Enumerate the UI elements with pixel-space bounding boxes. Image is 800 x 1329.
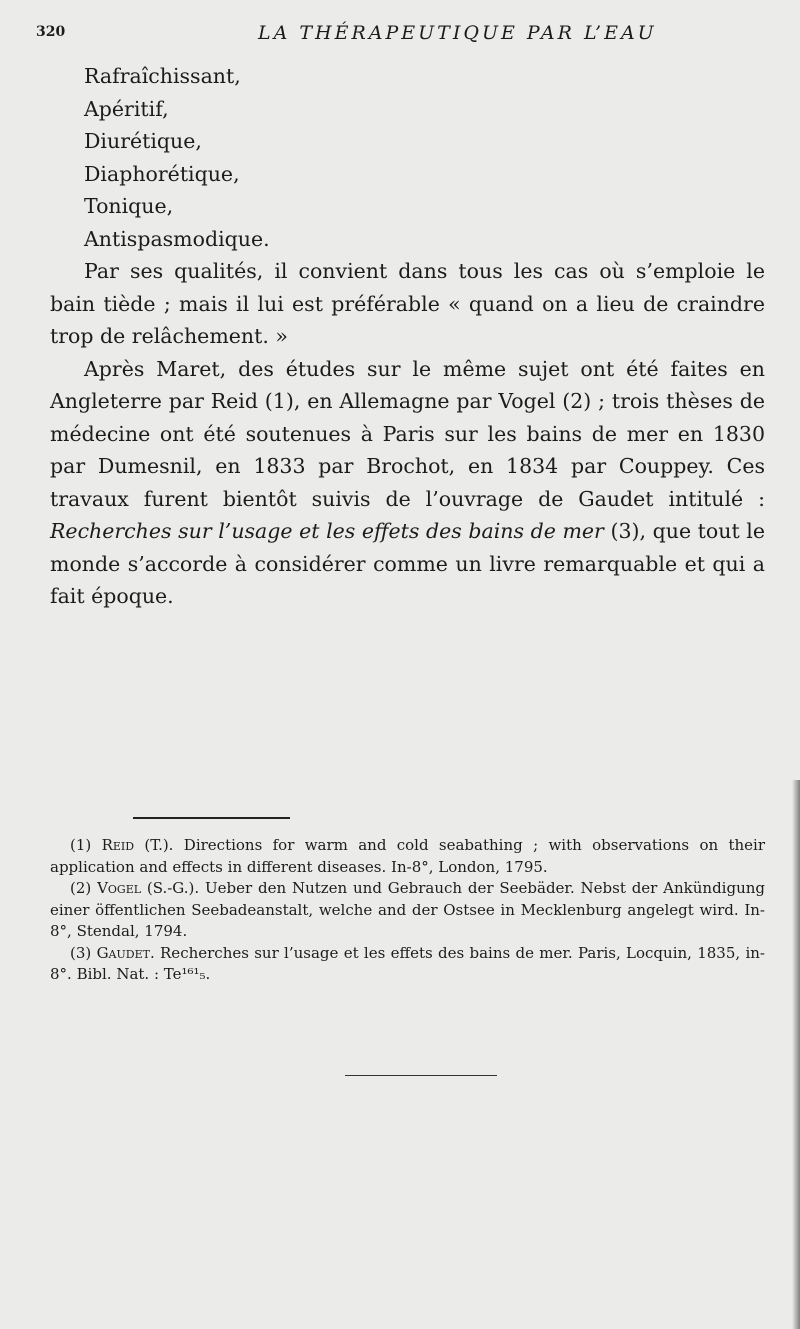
footnote	[50, 943, 765, 986]
book-title: Recherches sur l’usage et les effets des bains de mer	[50, 519, 604, 543]
footnote-author: Vogel (S.-G.).	[97, 879, 200, 897]
footnote-text: Ueber den Nutzen und Gebrauch der Seebäder. Nebst der Ankündigung einer öffentlichen Seebadeanstalt, welche and der Ostsee in Mecklenburg angelegt wird. In-8°, Stendal, 1794.	[50, 879, 765, 940]
footnotes	[50, 835, 765, 986]
footnote-author: Reid (T.).	[101, 836, 174, 854]
footnote-text: Recherches sur l’usage et les effets des bains de mer. Paris, Locquin, 1835, in-8°. Bibl. Nat. : Te¹⁶¹₅.	[50, 943, 765, 983]
list-item: Antispasmodique.	[84, 226, 270, 251]
body-text	[50, 255, 765, 613]
page-edge-shadow	[792, 780, 800, 1329]
running-title: LA THÉRAPEUTIQUE PAR L’EAU	[258, 22, 657, 44]
paragraph: Par ses qualités, il convient dans tous les cas où s’emploie le bain tiède ; mais il lui est préférable « quand on a lieu de craindre trop de relâchement. »	[50, 259, 765, 348]
properties-list	[84, 60, 270, 255]
footnote	[50, 878, 765, 943]
footnote-author: Gaudet.	[96, 943, 155, 962]
list-item: Apéritif,	[84, 96, 169, 121]
footnote-number: (3)	[70, 943, 92, 962]
paragraph	[50, 353, 765, 613]
page-number: 320	[36, 24, 66, 40]
list-item: Rafraîchissant,	[84, 64, 241, 88]
list-item: Diaphorétique,	[84, 161, 240, 186]
list-item: Tonique,	[84, 194, 174, 218]
footnote-text: Directions for warm and cold seabathing ; with observations on their application and effects in different diseases. In-8°, London, 1795.	[50, 836, 766, 876]
page-divider	[345, 1075, 497, 1076]
footnote-number: (2)	[70, 879, 92, 897]
footnote	[50, 835, 765, 878]
footnote-number: (1)	[70, 836, 92, 854]
paragraph-text: Après Maret, des études sur le même sujet ont été faites en Angleterre par Reid (1), en Allemagne par Vogel (2) ; trois thèses de médecine ont été soutenues à Paris sur les bains de mer en 1830 par Dumesnil, en 1833 par Brochot, en 1834 par Couppey. Ces travaux furent bientôt suivis de l’ouvrage de Gaudet intitulé :	[50, 356, 765, 511]
footnote-separator	[133, 817, 290, 819]
list-item: Diurétique,	[84, 129, 202, 153]
paragraph-text: (3), que tout le monde s’accorde à considérer comme un livre remarquable et qui a fait époque.	[50, 519, 765, 608]
